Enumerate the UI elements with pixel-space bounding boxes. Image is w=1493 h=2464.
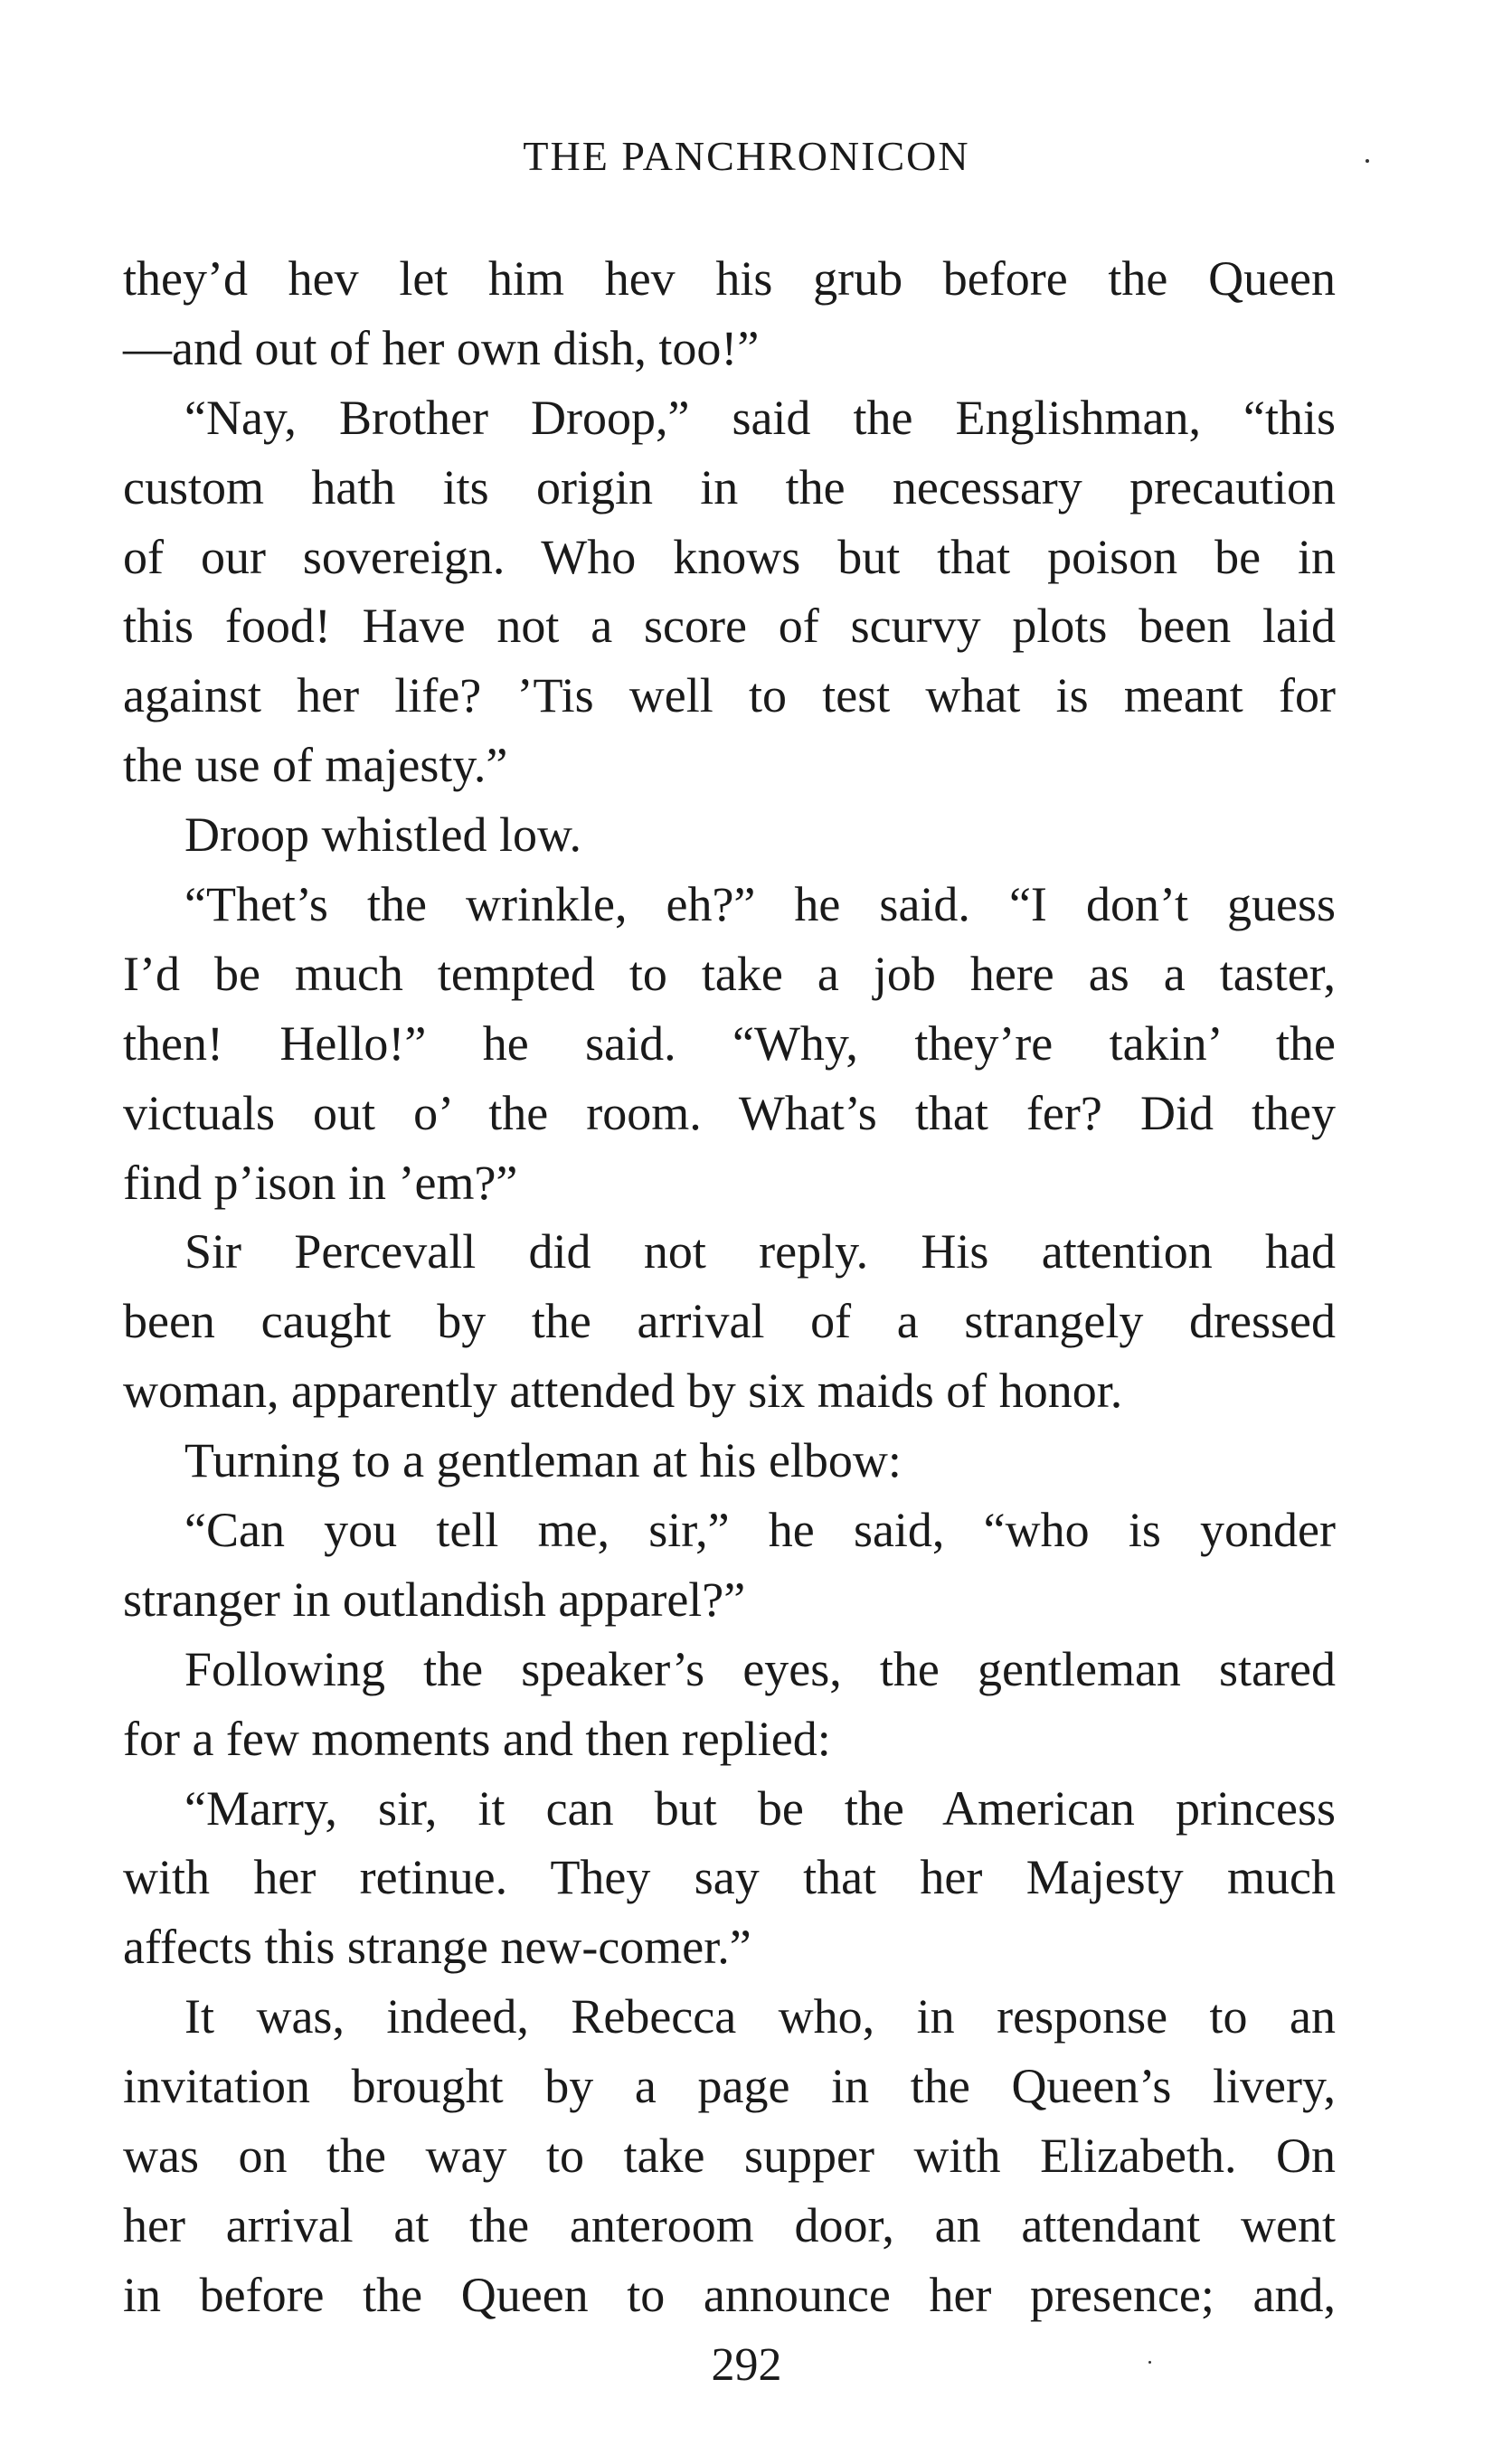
text-line: was on the way to take supper with Elizabeth. On <box>123 2129 1336 2184</box>
text-line: the use of majesty.” <box>123 738 508 793</box>
ink-speck <box>1148 2361 1151 2364</box>
text-line: Sir Percevall did not reply. His attention had <box>184 1224 1336 1279</box>
text-line: “Nay, Brother Droop,” said the Englishman, “this <box>184 390 1336 445</box>
text-line: “Can you tell me, sir,” he said, “who is yonder <box>184 1503 1336 1558</box>
page-number: 292 <box>711 2339 782 2391</box>
text-line: victuals out o’ the room. What’s that fer? Did they <box>123 1085 1336 1140</box>
text-line: in before the Queen to announce her presence; and, <box>123 2267 1336 2322</box>
text-line: been caught by the arrival of a strangely dressed <box>123 1294 1336 1349</box>
text-line: “Thet’s the wrinkle, eh?” he said. “I don’t guess <box>184 877 1336 932</box>
ink-speck <box>1365 159 1369 163</box>
text-line: invitation brought by a page in the Queen’s livery, <box>123 2059 1336 2114</box>
text-line: stranger in outlandish apparel?” <box>123 1572 746 1627</box>
text-line: against her life? ’Tis well to test what is meant for <box>123 668 1336 723</box>
text-line: this food! Have not a score of scurvy plots been laid <box>123 599 1336 654</box>
text-line: woman, apparently attended by six maids of honor. <box>123 1364 1123 1419</box>
text-line: they’d hev let him hev his grub before the Queen <box>123 251 1336 306</box>
text-line: of our sovereign. Who knows but that poison be in <box>123 529 1336 584</box>
text-line: Droop whistled low. <box>184 807 581 863</box>
text-line: then! Hello!” he said. “Why, they’re takin’ the <box>123 1015 1336 1071</box>
text-line: Turning to a gentleman at his elbow: <box>184 1433 902 1488</box>
text-line: I’d be much tempted to take a job here as a taster, <box>123 946 1336 1001</box>
text-line: “Marry, sir, it can but be the American princess <box>184 1780 1336 1836</box>
body-text <box>123 244 1336 2330</box>
text-line: for a few moments and then replied: <box>123 1711 831 1766</box>
text-line: Following the speaker’s eyes, the gentleman stared <box>184 1641 1336 1696</box>
text-line: affects this strange new-comer.” <box>123 1920 751 1975</box>
text-line: find p’ison in ’em?” <box>123 1155 518 1210</box>
running-head: THE PANCHRONICON <box>523 133 970 179</box>
text-line: custom hath its origin in the necessary precaution <box>123 459 1336 515</box>
text-line: It was, indeed, Rebecca who, in response to an <box>184 1989 1336 2044</box>
text-line: with her retinue. They say that her Majesty much <box>123 1850 1336 1905</box>
text-line: —and out of her own dish, too!” <box>123 320 760 375</box>
text-line: her arrival at the anteroom door, an attendant went <box>123 2197 1336 2252</box>
